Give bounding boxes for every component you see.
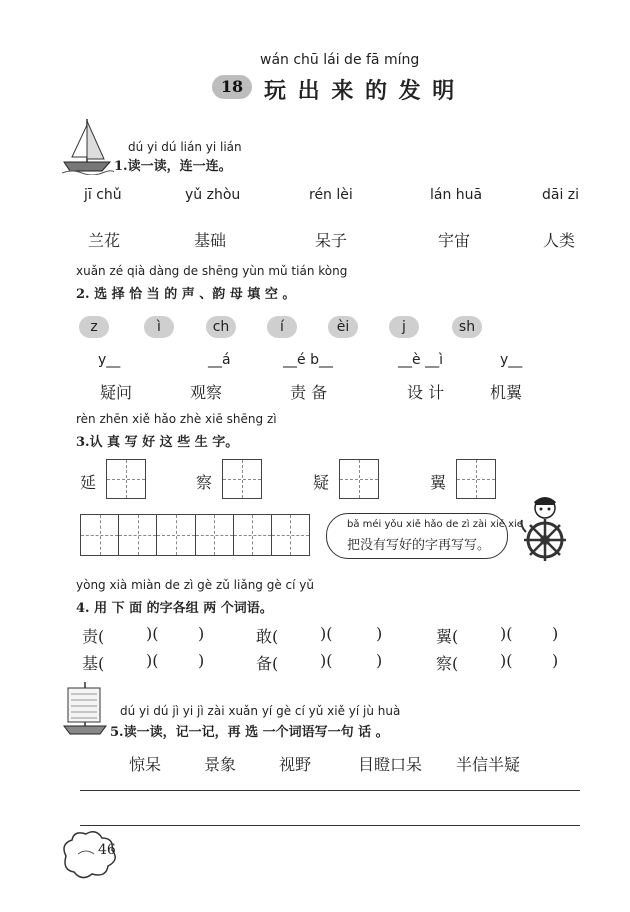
bubble-text: 把没有写好的字再写写。 <box>347 538 491 553</box>
q4-char-blank[interactable]: 责( <box>82 627 105 646</box>
q2-blank[interactable]: __è __ì <box>398 352 443 368</box>
page-title: 玩 出 来 的 发 明 <box>264 78 457 104</box>
q1-word-item: 人类 <box>543 231 576 250</box>
writing-grid[interactable] <box>339 459 379 499</box>
q4-blank[interactable]: ) <box>376 624 383 643</box>
q2-blank[interactable]: __á <box>208 352 231 368</box>
practice-cell[interactable] <box>196 515 234 555</box>
q4-char-blank[interactable]: 翼( <box>436 627 459 646</box>
q4-pinyin: yòng xià miàn de zì gè zǔ liǎng gè cí yǔ <box>76 578 315 592</box>
q1-pinyin-item: jī chǔ <box>84 187 122 203</box>
q4-blank[interactable]: )( <box>146 624 159 643</box>
q1-label: 1.读一读，连一连。 <box>114 159 232 174</box>
q2-word: 责 备 <box>290 383 328 402</box>
q4-blank[interactable]: )( <box>320 651 333 670</box>
writing-grid[interactable] <box>456 459 496 499</box>
q3-char: 翼 <box>430 473 447 492</box>
q5-word: 目瞪口呆 <box>358 755 423 774</box>
q5-word: 景象 <box>204 755 237 774</box>
q1-pinyin-item: rén lèi <box>309 187 353 203</box>
q4-blank[interactable]: ) <box>198 651 205 670</box>
q4-label: 4. 用 下 面 的字各组 两 个词语。 <box>76 601 273 616</box>
q3-char: 延 <box>80 473 97 492</box>
q2-word: 疑问 <box>100 383 133 402</box>
lesson-number-badge: 18 <box>212 75 252 99</box>
q3-label: 3.认 真 写 好 这 些 生 字。 <box>76 435 239 450</box>
q4-blank[interactable]: ) <box>552 624 559 643</box>
q4-blank[interactable]: ) <box>376 651 383 670</box>
q1-pinyin-item: dāi zi <box>542 187 580 203</box>
q5-word: 视野 <box>279 755 312 774</box>
practice-cell[interactable] <box>119 515 157 555</box>
practice-cell[interactable] <box>272 515 309 555</box>
q4-char-blank[interactable]: 备( <box>256 654 279 673</box>
q4-blank[interactable]: )( <box>320 624 333 643</box>
practice-cell[interactable] <box>234 515 272 555</box>
sailor-wheel-icon <box>514 492 576 564</box>
q1-pinyin: dú yi dú lián yi lián <box>128 140 242 154</box>
q4-blank[interactable]: ) <box>198 624 205 643</box>
option-pill: sh <box>452 316 482 338</box>
q2-blank[interactable]: y__ <box>98 352 121 368</box>
q1-word-item: 兰花 <box>88 231 121 250</box>
q3-pinyin: rèn zhēn xiě hǎo zhè xiē shēng zì <box>76 412 277 426</box>
q5-pinyin: dú yi dú jì yi jì zài xuǎn yí gè cí yǔ xiě yí jù huà <box>120 704 401 718</box>
q3-char: 疑 <box>313 473 330 492</box>
q3-char: 察 <box>196 473 213 492</box>
q4-blank[interactable]: ) <box>552 651 559 670</box>
q5-label: 5.读一读，记一记，再 选 一个词语写一句 话 。 <box>110 725 389 740</box>
q4-blank[interactable]: )( <box>146 651 159 670</box>
q2-word: 观察 <box>190 383 223 402</box>
option-pill: í <box>267 316 297 338</box>
title-pinyin: wán chū lái de fā míng <box>260 52 420 68</box>
scroll-boat-icon <box>60 680 110 738</box>
q4-blank[interactable]: )( <box>500 624 513 643</box>
q2-blank[interactable]: __é b__ <box>283 352 333 368</box>
page-number: 46 <box>98 842 116 858</box>
q1-word-item: 基础 <box>194 231 227 250</box>
practice-grid-row[interactable] <box>80 514 310 556</box>
q1-pinyin-item: yǔ zhòu <box>185 187 241 203</box>
q1-word-item: 宇宙 <box>438 231 471 250</box>
q1-word-item: 呆子 <box>315 231 348 250</box>
q2-word: 设 计 <box>407 383 445 402</box>
q2-blank[interactable]: y__ <box>500 352 523 368</box>
q4-blank[interactable]: )( <box>500 651 513 670</box>
q2-pinyin: xuǎn zé qià dàng de shēng yùn mǔ tián kòng <box>76 264 348 278</box>
option-pill: z <box>79 316 109 338</box>
speech-bubble <box>326 513 523 559</box>
writing-line[interactable] <box>80 825 580 826</box>
sailboat-icon <box>60 115 114 175</box>
q4-char-blank[interactable]: 察( <box>436 654 459 673</box>
q5-word: 半信半疑 <box>456 755 521 774</box>
writing-grid[interactable] <box>222 459 262 499</box>
q1-pinyin-item: lán huā <box>430 187 483 203</box>
bubble-pinyin: bǎ méi yǒu xiě hǎo de zì zài xiě xie <box>347 519 523 530</box>
q4-char-blank[interactable]: 敢( <box>256 627 279 646</box>
q5-word: 惊呆 <box>129 755 162 774</box>
q2-label: 2. 选 择 恰 当 的 声 、韵 母 填 空 。 <box>76 287 296 302</box>
writing-grid[interactable] <box>106 459 146 499</box>
option-pill: ch <box>206 316 236 338</box>
option-pill: èi <box>328 316 358 338</box>
option-pill: j <box>389 316 419 338</box>
option-pill: ì <box>144 316 174 338</box>
q2-word: 机翼 <box>490 383 523 402</box>
practice-cell[interactable] <box>157 515 195 555</box>
writing-line[interactable] <box>80 790 580 791</box>
practice-cell[interactable] <box>81 515 119 555</box>
q4-char-blank[interactable]: 基( <box>82 654 105 673</box>
